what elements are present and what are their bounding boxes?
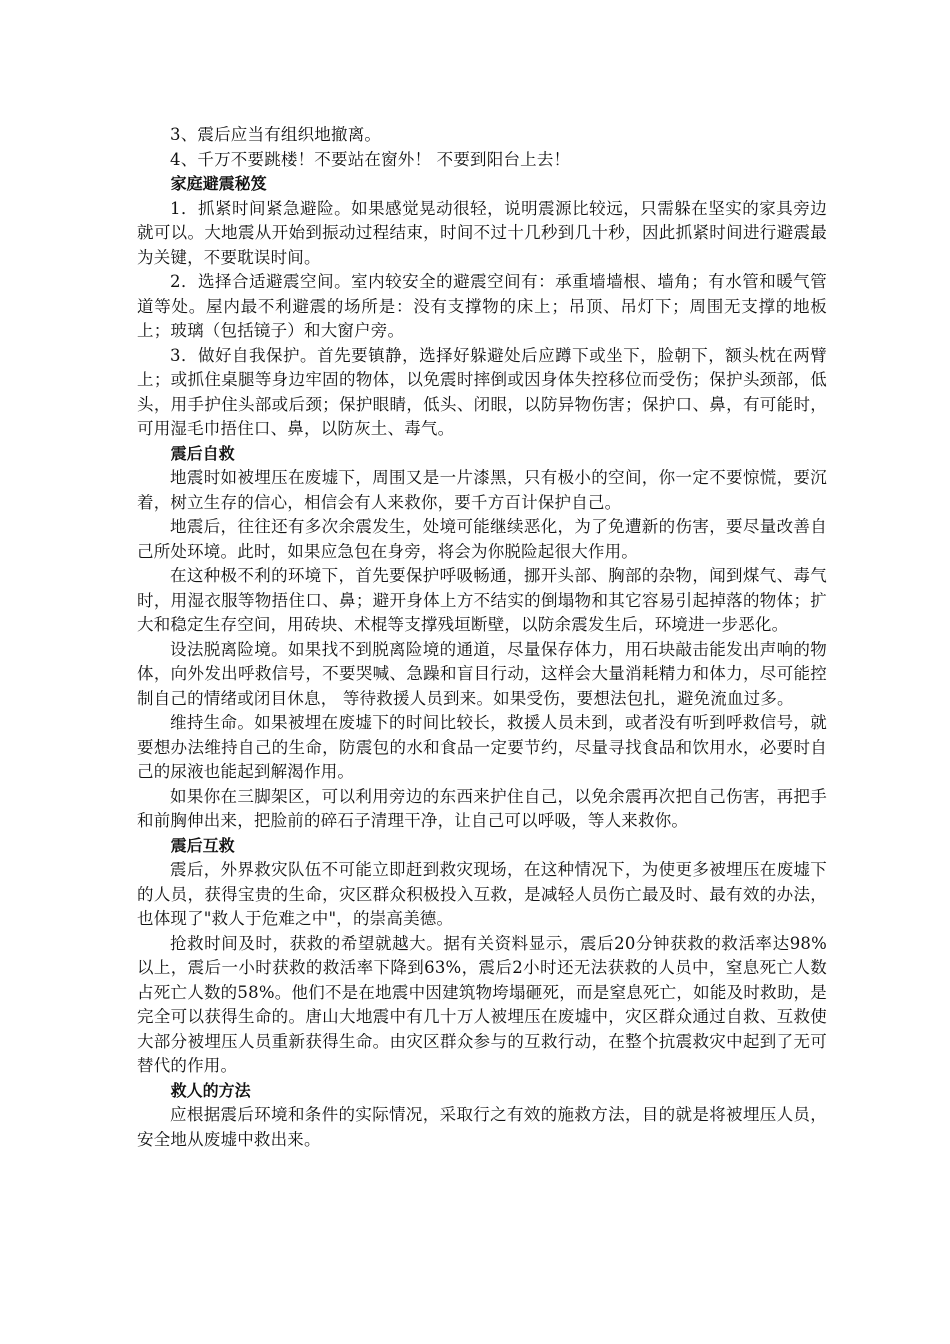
paragraph: 维持生命。如果被埋在废墟下的时间比较长，救援人员未到，或者没有听到呼救信号，就要想办法维持自己的生命，防震包的水和食品一定要节约，尽量寻找食品和饮用水，必要时自己的尿液也能起到解渴作用。 xyxy=(137,713,827,781)
paragraph: 设法脱离险境。如果找不到脱离险境的通道，尽量保存体力，用石块敲击能发出声响的物体，向外发出呼救信号，不要哭喊、急躁和盲目行动，这样会大量消耗精力和体力，尽可能控制自己的情绪或闭目休息， 等待救援人员到来。如果受伤，要想法包扎，避免流血过多。 xyxy=(137,639,827,708)
paragraph: 在这种极不利的环境下，首先要保护呼吸畅通，挪开头部、胸部的杂物，闻到煤气、毒气时，用湿衣服等物捂住口、鼻；避开身体上方不结实的倒塌物和其它容易引起掉落的物体；扩大和稳定生存空间，用砖块、术棍等支撑残垣断壁，以防余震发生后，环境进一步恶化。 xyxy=(137,566,827,634)
paragraph: 1．抓紧时间紧急避险。如果感觉晃动很轻，说明震源比较远，只需躲在坚实的家具旁边就可以。大地震从开始到振动过程结束，时间不过十几秒到几十秒，因此抓紧时间进行避震最为关键，不要耽误时间。 xyxy=(137,198,827,267)
document-body xyxy=(137,123,827,1152)
section-heading: 家庭避震秘笈 xyxy=(170,174,267,193)
paragraph: 地震后，往往还有多次余震发生，处境可能继续恶化，为了免遭新的伤害，要尽量改善自己所处环境。此时，如果应急包在身旁，将会为你脱险起很大作用。 xyxy=(137,517,827,561)
section-heading: 救人的方法 xyxy=(170,1080,251,1100)
paragraph: 地震时如被埋压在废墟下，周围又是一片漆黑，只有极小的空间，你一定不要惊慌，要沉着，树立生存的信心，相信会有人来救你，要千方百计保护自己。 xyxy=(137,468,827,512)
paragraph: 3、震后应当有组织地撤离。 xyxy=(170,125,382,144)
paragraph: 4、千万不要跳楼！不要站在窗外！ 不要到阳台上去！ xyxy=(170,149,571,169)
paragraph: 震后，外界救灾队伍不可能立即赶到救灾现场，在这种情况下，为使更多被埋压在废墟下的人员，获得宝贵的生命，灾区群众积极投入互救，是减轻人员伤亡最及时、最有效的办法，也体现了"救人于危难之中"，的崇高美德。 xyxy=(137,860,827,928)
paragraph: 2．选择合适避震空间。室内较安全的避震空间有：承重墙墙根、墙角；有水管和暖气管道等处。屋内最不利避震的场所是：没有支撑物的床上；吊顶、吊灯下；周围无支撑的地板上；玻璃（包括镜子）和大窗户旁。 xyxy=(137,272,827,340)
paragraph: 应根据震后环境和条件的实际情况，采取行之有效的施救方法，目的就是将被埋压人员，安全地从废墟中救出来。 xyxy=(137,1105,827,1149)
paragraph: 抢救时间及时，获救的希望就越大。据有关资料显示，震后20分钟获救的救活率达98%以上，震后一小时获救的救活率下降到63%，震后2小时还无法获救的人员中，窒息死亡人数占死亡人数的58%。他们不是在地震中因建筑物垮塌砸死，而是窒息死亡，如能及时救助，是完全可以获得生命的。唐山大地震中有几十万人被埋压在废墟中，灾区群众通过自救、互救使大部分被埋压人员重新获得生命。由灾区群众参与的互救行动，在整个抗震救灾中起到了无可替代的作用。 xyxy=(137,933,827,1075)
paragraph: 3．做好自我保护。首先要镇静，选择好躲避处后应蹲下或坐下，脸朝下，额头枕在两臂上；或抓住桌腿等身边牢固的物体，以免震时摔倒或因身体失控移位而受伤；保护头颈部，低头，用手护住头部或后颈；保护眼睛，低头、闭眼，以防异物伤害；保护口、鼻，有可能时，可用湿毛巾捂住口、鼻，以防灰土、毒气。 xyxy=(137,345,827,438)
paragraph: 如果你在三脚架区，可以利用旁边的东西来护住自己，以免余震再次把自己伤害，再把手和前胸伸出来，把脸前的碎石子清理干净，让自己可以呼吸，等人来救你。 xyxy=(137,786,827,830)
section-heading: 震后互救 xyxy=(170,835,235,855)
section-heading: 震后自救 xyxy=(170,443,235,463)
